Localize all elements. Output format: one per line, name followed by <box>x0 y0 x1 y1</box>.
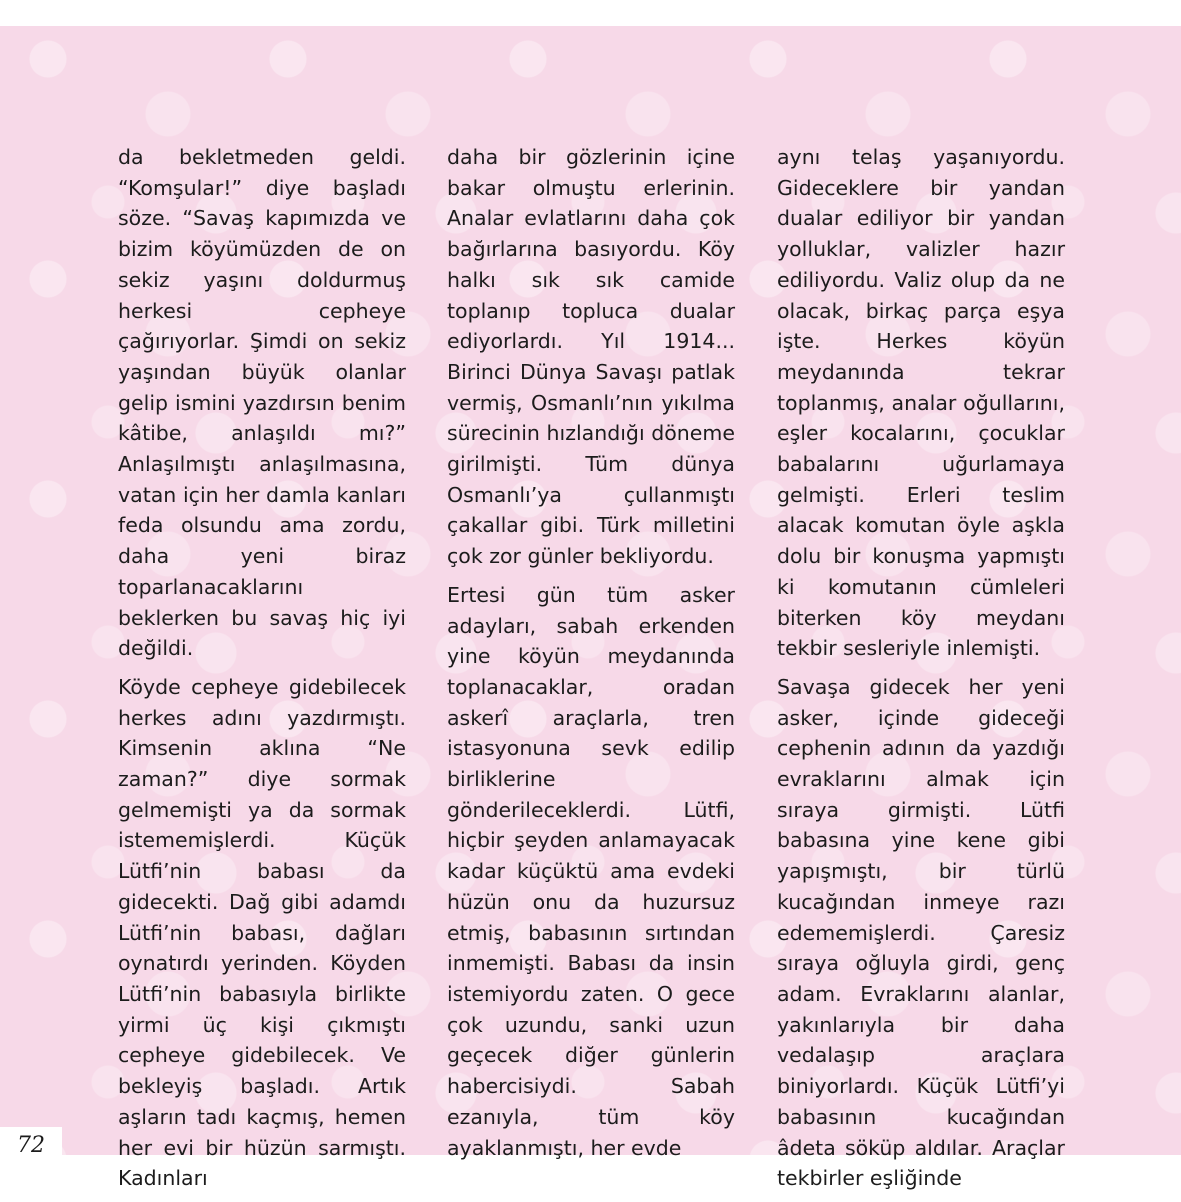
paragraph: aynı telaş yaşanıyordu. Gideceklere bir yandan dualar ediliyor bir yandan yolluklar, valizler hazır ediliyordu. Valiz olup da ne olacak, birkaç parça eşya işte. Herkes köyün meydanında tekrar toplanmış, analar oğullarını, eşler kocalarını, çocuklar babalarını uğurlamaya gelmişti. Erleri teslim alacak komutan öyle aşkla dolu bir konuşma yapmıştı ki komutanın cümleleri biterken köy meydanı tekbir sesleriyle inlemişti. <box>777 145 1065 661</box>
page-number: 72 <box>0 1127 62 1165</box>
paragraph: Savaşa gidecek her yeni asker, içinde gideceği cephenin adının da yazdığı evraklarını almak için sıraya girmişti. Lütfi babasına yine kene gibi yapışmıştı, bir türlü kucağından inmeye razı edememişlerdi. Çaresiz sıraya oğluyla girdi, genç adam. Evraklarını alanlar, yakınlarıyla bir daha vedalaşıp araçlara biniyorlardı. Küçük Lütfi’yi babasının kucağından âdeta söküp aldılar. Araçlar tekbirler eşliğinde <box>777 674 1065 1191</box>
paragraph: da bekletmeden geldi. “Komşular!” diye başladı söze. “Savaş kapımızda ve bizim köyümüzden de on sekiz yaşını doldurmuş herkesi cepheye çağırıyorlar. Şimdi on sekiz yaşından büyük olanlar gelip ismini yazdırsın benim kâtibe, anlaşıldı mı?” Anlaşılmıştı anlaşılmasına, vatan için her damla kanları feda olsundu ama zordu, daha yeni biraz toparlanacaklarını beklerken bu savaş hiç iyi değildi. <box>118 145 406 661</box>
text-column-3 <box>777 142 1065 1202</box>
paragraph: Köyde cepheye gidebilecek herkes adını yazdırmıştı. Kimsenin aklına “Ne zaman?” diye sormak gelmemişti ya da sormak istememişlerdi. Küçük Lütfi’nin babası da gidecekti. Dağ gibi adamdı Lütfi’nin babası, dağları oynatırdı yerinden. Köyden Lütfi’nin babasıyla birlikte yirmi üç kişi çıkmıştı cepheye gidebilecek. Ve bekleyiş başladı. Artık aşların tadı kaçmış, hemen her evi bir hüzün sarmıştı. Kadınları <box>118 674 406 1191</box>
book-page <box>0 26 1181 1191</box>
text-column-2 <box>447 142 735 1171</box>
paragraph: Ertesi gün tüm asker adayları, sabah erkenden yine köyün meydanında toplanacaklar, oradan askerî araçlarla, tren istasyonuna sevk edilip birliklerine gönderileceklerdi. Lütfi, hiçbir şeyden anlamayacak kadar küçüktü ama evdeki hüzün onu da huzursuz etmiş, babasının sırtından inmemişti. Babası da insin istemiyordu zaten. O gece çok uzundu, sanki uzun geçecek diğer günlerin habercisiydi. Sabah ezanıyla, tüm köy ayaklanmıştı, her evde <box>447 582 735 1160</box>
paragraph: daha bir gözlerinin içine bakar olmuştu erlerinin. Analar evlatlarını daha çok bağırlarına basıyordu. Köy halkı sık sık camide toplanıp topluca dualar ediyorlardı. Yıl 1914... Birinci Dünya Savaşı patlak vermiş, Osmanlı’nın yıkılma sürecinin hızlandığı döneme girilmişti. Tüm dünya Osmanlı’ya çullanmıştı çakallar gibi. Türk milletini çok zor günler bekliyordu. <box>447 145 735 569</box>
text-column-1 <box>118 142 406 1202</box>
